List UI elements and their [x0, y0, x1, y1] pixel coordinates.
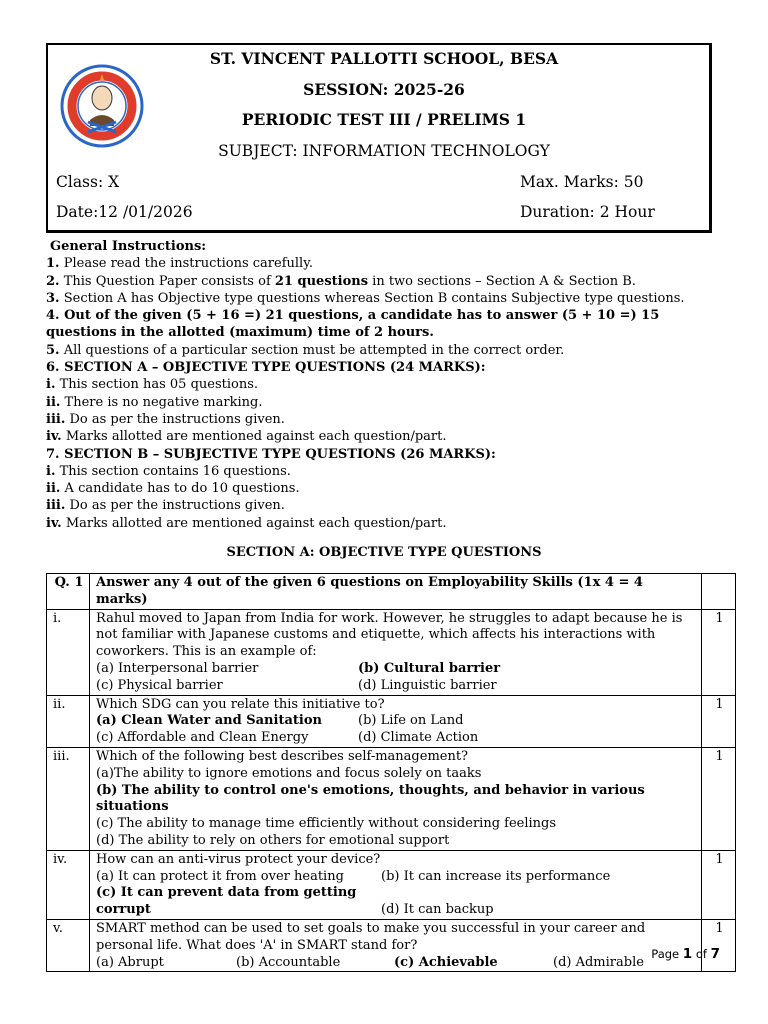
page-word: Page	[651, 947, 680, 961]
marks-cell	[702, 574, 736, 610]
of-word: of	[695, 947, 707, 961]
option-a: (a) Clean Water and Sanitation	[96, 713, 322, 729]
question-num: iii.	[47, 747, 90, 850]
instruction-1: 1. Please read the instructions carefully.	[46, 256, 313, 272]
question-row	[47, 695, 736, 747]
general-instructions	[46, 238, 726, 532]
instruction-7-i: i. This section contains 16 questions.	[46, 463, 291, 479]
question-text: How can an anti-virus protect your device?	[96, 851, 381, 867]
page-total: 7	[710, 946, 720, 962]
option-b: (b) The ability to control one's emotions, thoughts, and behavior in various situations	[96, 782, 645, 815]
instruction-6-iii: iii. Do as per the instructions given.	[46, 411, 285, 427]
session-label: SESSION: 2025-26	[303, 80, 465, 99]
instructions-title: General Instructions:	[50, 239, 207, 254]
question-marks: 1	[702, 850, 736, 919]
question-num: i.	[47, 609, 90, 695]
option-c: (c) Achievable	[394, 954, 498, 970]
question-body	[90, 695, 702, 747]
question-text: Rahul moved to Japan from India for work. However, he struggles to adapt because he is not familiar with Japanese customs and etiquette, which affects his interactions with coworkers. This is an example of:	[96, 610, 683, 660]
question-text: Which SDG can you relate this initiative to?	[96, 696, 385, 712]
option-d: (d) Climate Action	[358, 730, 479, 746]
option-d: (d) It can backup	[381, 902, 494, 918]
option-a: (a) It can protect it from over heating	[96, 868, 344, 884]
option-a: (a) Interpersonal barrier	[96, 660, 259, 676]
questions-table	[46, 573, 736, 972]
section-a-title: SECTION A: OBJECTIVE TYPE QUESTIONS	[226, 545, 542, 560]
instruction-7-iii: iii. Do as per the instructions given.	[46, 498, 285, 514]
question-row	[47, 919, 736, 971]
option-a: (a) Abrupt	[96, 954, 164, 970]
option-c: (c) The ability to manage time efficiently without considering feelings	[96, 816, 557, 832]
instruction-7: 7. SECTION B – SUBJECTIVE TYPE QUESTIONS (26 MARKS):	[46, 446, 496, 462]
question-text: SMART method can be used to set goals to make you successful in your career and personal life. What does 'A' in SMART stand for?	[96, 920, 646, 953]
instruction-5: 5. All questions of a particular section must be attempted in the correct order.	[46, 342, 565, 358]
question-row	[47, 609, 736, 695]
option-d: (d) The ability to rely on others for emotional support	[96, 832, 450, 848]
instruction-6-iv: iv. Marks allotted are mentioned against each question/part.	[46, 429, 447, 445]
duration-label: Duration: 2 Hour	[520, 203, 655, 221]
option-d: (d) Linguistic barrier	[358, 677, 497, 693]
question-row	[47, 850, 736, 919]
instruction-7-ii: ii. A candidate has to do 10 questions.	[46, 481, 300, 497]
subject-label: SUBJECT: INFORMATION TECHNOLOGY	[218, 142, 550, 160]
page-footer	[651, 946, 720, 962]
question-number: Q. 1	[47, 574, 90, 610]
question-text: Which of the following best describes self-management?	[96, 748, 469, 764]
question-instruction: Answer any 4 out of the given 6 questions on Employability Skills (1x 4 = 4 marks)	[90, 574, 702, 610]
instruction-7-iv: iv. Marks allotted are mentioned against each question/part.	[46, 515, 447, 531]
instruction-3: 3. Section A has Objective type questions whereas Section B contains Subjective type questions.	[46, 290, 685, 306]
date-label: Date:12 /01/2026	[56, 203, 193, 221]
option-b: (b) It can increase its performance	[381, 868, 611, 884]
question-body	[90, 850, 702, 919]
instruction-2: 2. This Question Paper consists of 21 questions in two sections – Section A & Section B.	[46, 273, 636, 289]
question-marks: 1	[702, 747, 736, 850]
question-num: iv.	[47, 850, 90, 919]
page-number: 1	[682, 946, 693, 962]
instruction-6-ii: ii. There is no negative marking.	[46, 394, 263, 410]
exam-title: PERIODIC TEST III / PRELIMS 1	[241, 110, 527, 129]
instruction-4: 4. Out of the given (5 + 16 =) 21 questions, a candidate has to answer (5 + 10 =) 15 questions in the allotted (maximum) time of 2 hours.	[46, 308, 660, 341]
max-marks-label: Max. Marks: 50	[520, 173, 644, 191]
option-b: (b) Cultural barrier	[358, 660, 501, 676]
question-marks: 1	[702, 919, 736, 971]
question-marks: 1	[702, 609, 736, 695]
option-c: (c) Physical barrier	[96, 677, 223, 693]
option-b: (b) Life on Land	[358, 713, 464, 729]
question-body	[90, 919, 702, 971]
question-row	[47, 747, 736, 850]
question-body	[90, 747, 702, 850]
option-d: (d) Admirable	[553, 954, 644, 970]
question-num: ii.	[47, 695, 90, 747]
instruction-6-i: i. This section has 05 questions.	[46, 377, 259, 393]
class-label: Class: X	[56, 173, 120, 191]
question-body	[90, 609, 702, 695]
instruction-6: 6. SECTION A – OBJECTIVE TYPE QUESTIONS (24 MARKS):	[46, 360, 486, 376]
question-marks: 1	[702, 695, 736, 747]
table-header-row	[47, 574, 736, 610]
option-b: (b) Accountable	[236, 954, 341, 970]
school-name: ST. VINCENT PALLOTTI SCHOOL, BESA	[209, 49, 559, 68]
question-num: v.	[47, 919, 90, 971]
option-c: (c) Affordable and Clean Energy	[96, 730, 309, 746]
option-c: (c) It can prevent data from getting corrupt	[96, 885, 357, 918]
option-a: (a)The ability to ignore emotions and focus solely on taaks	[96, 765, 482, 781]
